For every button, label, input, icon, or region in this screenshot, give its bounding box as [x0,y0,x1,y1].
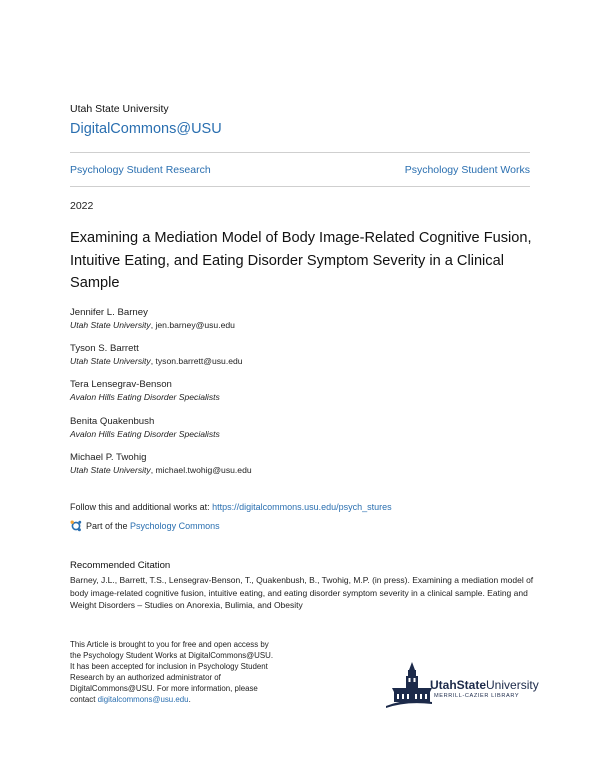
author-block [70,379,220,402]
divider-top [70,152,530,153]
usu-logo-wordmark [430,678,539,692]
article-title: Examining a Mediation Model of Body Image-Related Cognitive Fusion, Intuitive Eating, and Eating Disorder Symptom Severity in a Clinical Sample [70,230,532,292]
author-name: Tera Lensegrav-Benson [70,379,172,390]
notice-line: This Article is brought to you for free and open access by [70,640,269,649]
follow-text: Follow this and additional works at: [70,502,213,512]
author-block [70,416,220,439]
affiliation-name: Avalon Hills Eating Disorder Specialists [70,429,220,439]
psychology-commons-link[interactable]: Psychology Commons [130,521,220,531]
divider-bottom [70,186,530,187]
author-block [70,343,243,366]
access-notice [70,639,300,705]
author-email: , michael.twohig@usu.edu [150,465,252,475]
logo-name-bold: UtahState [430,678,487,692]
author-affiliation [70,356,243,366]
follow-line [70,502,392,512]
logo-subtitle: MERRILL-CAZIER LIBRARY [434,693,520,699]
author-name: Tyson S. Barrett [70,343,139,354]
contact-prefix: contact [70,695,98,704]
part-of-prefix: Part of the [86,521,128,531]
author-affiliation [70,429,220,439]
author-email: , tyson.barrett@usu.edu [150,356,243,366]
author-name: Michael P. Twohig [70,452,147,463]
contact-suffix: . [188,695,191,704]
psychology-student-research-link[interactable]: Psychology Student Research [70,164,211,176]
digitalcommons-link[interactable]: DigitalCommons@USU [70,121,222,137]
affiliation-name: Utah State University [70,320,151,330]
notice-contact-line [70,694,300,705]
notice-line: Research by an authorized administrator of [70,673,221,682]
author-affiliation [70,320,235,330]
affiliation-name: Utah State University [70,465,151,475]
part-of-line [70,520,220,532]
notice-line: the Psychology Student Works at DigitalCommons@USU. [70,651,274,660]
university-name: Utah State University [70,103,169,115]
notice-line: DigitalCommons@USU. For more information, please [70,684,258,693]
author-affiliation [70,465,252,475]
author-affiliation [70,392,220,402]
notice-line: It has been accepted for inclusion in Psychology Student [70,662,268,671]
affiliation-name: Avalon Hills Eating Disorder Specialists [70,392,220,402]
citation-body: Barney, J.L., Barrett, T.S., Lensegrav-Benson, T., Quakenbush, B., Twohig, M.P. (in press). Examining a mediation model of body image-related cognitive fusion, intuitive eating, and eating disorder symptom severity in a clinical sample. Eating and Weight Disorders – Studies on Anorexia, Bulimia, and Obesity [70,575,534,611]
collection-url-link[interactable]: https://digitalcommons.usu.edu/psych_stures [212,502,392,512]
author-block [70,452,252,475]
citation-heading: Recommended Citation [70,560,171,571]
psychology-student-works-link[interactable]: Psychology Student Works [404,164,530,176]
author-block [70,307,235,330]
network-icon [70,520,82,532]
logo-name-regular: University [486,678,539,692]
author-name: Benita Quakenbush [70,416,155,427]
author-email: , jen.barney@usu.edu [150,320,235,330]
affiliation-name: Utah State University [70,356,151,366]
usu-library-logo [386,662,539,708]
contact-email-link[interactable]: digitalcommons@usu.edu [97,695,189,704]
publication-year: 2022 [70,200,94,212]
author-name: Jennifer L. Barney [70,307,148,318]
